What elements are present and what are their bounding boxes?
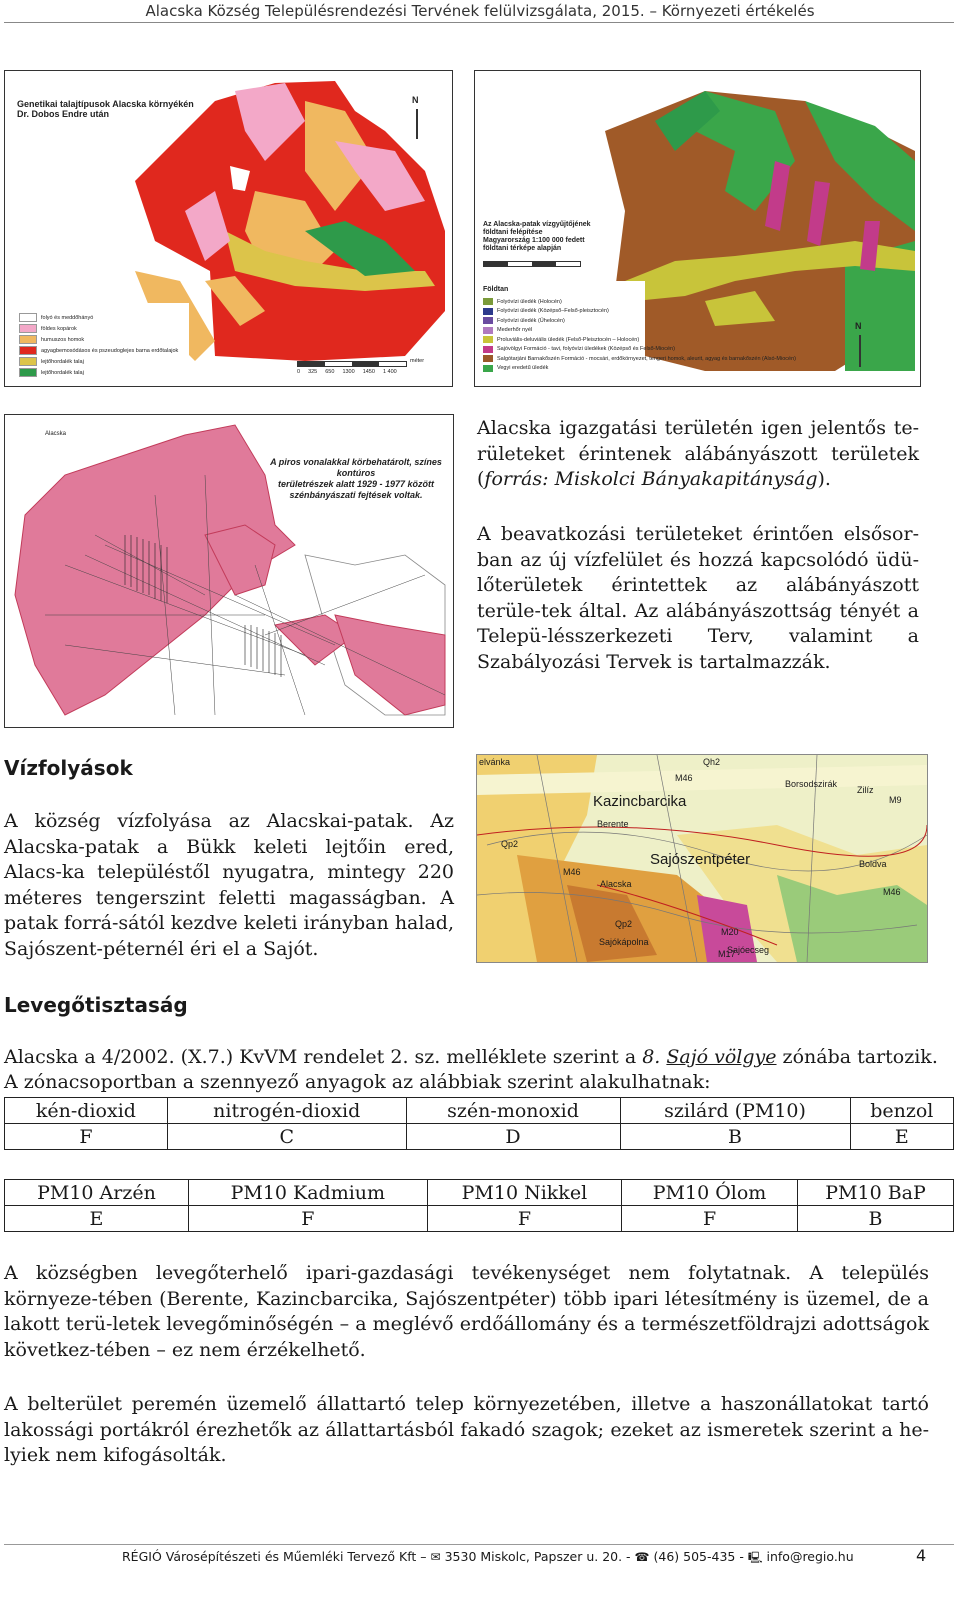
map-label: Sajókápolna: [599, 937, 649, 947]
table-row: [5, 1206, 954, 1232]
table-cell: F: [622, 1206, 798, 1232]
map-label: elvánka: [479, 757, 511, 767]
map-label: M9: [889, 795, 902, 805]
table-header-cell: nitrogén-dioxid: [167, 1098, 406, 1124]
scale-unit: méter: [410, 358, 425, 364]
table-cell: E: [850, 1124, 953, 1150]
legend-item: lejtőhordalék talaj: [41, 358, 84, 365]
legend-item: Folyóvízi üledék (Ühelocén): [497, 317, 565, 324]
north-arrow-icon: [859, 335, 861, 367]
map-label: M20: [721, 927, 739, 937]
legend-item: Folyóvízi üledék (Holocén): [497, 298, 562, 305]
table-header-cell: PM10 Ólom: [622, 1180, 798, 1206]
north-arrow-label: N: [855, 321, 862, 331]
soil-map: [4, 70, 453, 387]
legend-item: Mederhőr nyél: [497, 327, 533, 334]
map-label: Qp2: [615, 919, 633, 929]
map-label: Qp2: [501, 839, 519, 849]
undermined-paragraph: Alacska igazgatási területén igen jelentős te-rületeket érintenek alábányászott területek (forrás: Miskolci Bányakapitányság).: [477, 417, 919, 490]
mining-note: A piros vonalakkal körbehatárolt, színes kontúros területrészek alatt 1929 - 1977 között szénbányászati fejtések voltak.: [270, 457, 442, 500]
legend-item: lejtőhordalék talaj: [41, 369, 84, 376]
map-label: M17: [718, 949, 736, 959]
table-header-cell: kén-dioxid: [5, 1098, 168, 1124]
legend-item: folyó és meddőhányó: [41, 314, 94, 321]
scale-bar: [483, 261, 581, 267]
intervention-paragraph: A beavatkozási területeket érintően elsősor-ban az új vízfelület és hozzá kapcsolódó üdü-lőterületek érintettek az alábányászott terüle-tek által. Az alábányászottság tényét a Telepü-lésszerkezeti Terv, valamint a Szabályozási Tervek is tartalmazzák.: [477, 523, 919, 673]
legend-item: Sajóvölgyi Formáció - tavi, folyóvízi üledékek (Középső és Felső-Miocén): [497, 346, 675, 353]
table-cell: D: [406, 1124, 620, 1150]
table-row: [5, 1098, 954, 1124]
legend-item: Folyóvízi üledék (Középső–Felső-pleisztocén): [497, 308, 609, 315]
pollutant-table-1: [4, 1097, 954, 1150]
soil-legend: [19, 313, 178, 377]
map-label: Boldva: [859, 859, 887, 869]
table-cell: F: [188, 1206, 427, 1232]
table-header-cell: PM10 Kadmium: [188, 1180, 427, 1206]
map-label: Qh2: [703, 757, 721, 767]
table-header-cell: PM10 BaP: [798, 1180, 954, 1206]
undermined-areas-map: [4, 414, 454, 728]
map-label: M46: [675, 773, 693, 783]
map-label: M46: [563, 867, 581, 877]
scale-bar: [297, 361, 407, 367]
map-label: Borsodszirák: [785, 779, 838, 789]
table-cell: F: [5, 1124, 168, 1150]
watercourse-paragraph: A község vízfolyása az Alacskai-patak. Az Alacska-patak a Bükk keleti lejtőin ered, Alacs-ka településtől nyugatra, mintegy 220 méteres tengerszint feletti magasságban. A patak forrá-sától kezdve keleti irányban halad, Sajószent-péternél éri el a Sajót.: [4, 810, 454, 960]
table-cell: F: [427, 1206, 621, 1232]
north-arrow-label: N: [412, 95, 419, 105]
table-row: [5, 1180, 954, 1206]
zone-line: Alacska a 4/2002. (X.7.) KvVM rendelet 2. sz. melléklete szerint a 8. Sajó völgye zónába tartozik.: [4, 1046, 938, 1068]
soil-map-subtitle: Dr. Dobos Endre után: [17, 109, 110, 119]
legend-item: humuszos homok: [41, 336, 85, 343]
livestock-paragraph: A belterület peremén üzemelő állattartó telep környezetében, illetve a haszonállatokat tartó lakossági portákról érezhetők az állattartásból fakadó szagok; ezeket az ismeretek szerint a he-lyiek nem kifogásolták.: [4, 1393, 929, 1466]
page-number: 4: [916, 1546, 927, 1565]
map-label: Berente: [597, 819, 629, 829]
scale-labels: 0 325 650 1300 1450 1 400: [297, 369, 397, 375]
legend-item: agyagbemosódásos és pszeudoglejes barna erdőtalajok: [41, 347, 179, 354]
map-label: M46: [883, 887, 901, 897]
regional-geology-map: [476, 754, 928, 963]
geology-legend: [483, 297, 823, 373]
table-row: [5, 1124, 954, 1150]
map-label: Alacska: [600, 879, 632, 889]
table-header-cell: szilárd (PM10): [620, 1098, 850, 1124]
footer: [122, 1549, 854, 1568]
zone-group-line: A zónacsoportban a szennyező anyagok az alábbiak szerint alakulhatnak:: [4, 1071, 711, 1093]
geology-legend-title: Földtan: [483, 286, 509, 293]
geology-map-title: Az Alacska-patak vízgyűjtőjének földtani felépítése Magyarország 1:100 000 fedett földtani térképe alapján: [483, 221, 591, 252]
table-header-cell: szén-monoxid: [406, 1098, 620, 1124]
table-cell: C: [167, 1124, 406, 1150]
industry-paragraph: A községben levegőterhelő ipari-gazdasági tevékenységet nem folytatnak. A település környeze-tében (Berente, Kazincbarcika, Sajószentpéter) több ipari létesítmény is üzemel, de a lakott terü-letek levegőminőségén – a meglévő erdőállomány és a természetföldrajzi adottságok következ-tében – ez nem érzékelhető.: [4, 1262, 929, 1361]
table-cell: B: [798, 1206, 954, 1232]
footer-email[interactable]: info@regio.hu: [766, 1549, 854, 1564]
footer-address: 3530 Miskolc, Papszer u. 20. -: [444, 1549, 631, 1564]
table-header-cell: benzol: [850, 1098, 953, 1124]
legend-item: Vegyi eredetű üledék: [497, 365, 549, 372]
pollutant-table-2: [4, 1179, 954, 1232]
table-cell: B: [620, 1124, 850, 1150]
map-label: Sajószentpéter: [650, 851, 751, 868]
section-heading-levego: Levegőtisztaság: [4, 993, 188, 1017]
map-label: Zilíz: [857, 785, 874, 795]
footer-phone: (46) 505-435 -: [653, 1549, 744, 1564]
north-arrow-icon: [416, 109, 418, 139]
map-label: Kazincbarcika: [593, 793, 687, 810]
section-heading-vizfolyasok: Vízfolyások: [4, 756, 133, 780]
footer-rule: [4, 1544, 954, 1545]
legend-item: földes kopárok: [41, 325, 77, 332]
envelope-icon: ✉: [430, 1550, 441, 1564]
table-header-cell: PM10 Nikkel: [427, 1180, 621, 1206]
running-header: Alacska Község Településrendezési Tervének felülvizsgálata, 2015. – Környezeti értékelés: [145, 2, 815, 20]
map-label: Sajóecseg: [727, 945, 770, 955]
table-header-cell: PM10 Arzén: [5, 1180, 189, 1206]
corner-label: Alacska: [45, 431, 67, 437]
table-cell: E: [5, 1206, 189, 1232]
footer-company: RÉGIÓ Városépítészeti és Műemléki Tervező Kft –: [122, 1549, 427, 1564]
header-rule: [4, 22, 954, 23]
phone-icon: ☎: [634, 1550, 650, 1564]
legend-item: Proluviális-deluviális üledék (Felső-Pleisztocén – Holocén): [497, 336, 640, 343]
geology-map: [474, 70, 921, 387]
soil-map-title: Genetikai talajtípusok Alacska környékén: [17, 99, 194, 109]
legend-item: Salgótarjáni Barnakőszén Formáció - mocsári, erdőkörnyezet, tengeri homok, aleurit, agyag és barnakőszén (Alsó-Miocén): [497, 355, 796, 362]
computer-icon: 🖳: [747, 1551, 763, 1564]
